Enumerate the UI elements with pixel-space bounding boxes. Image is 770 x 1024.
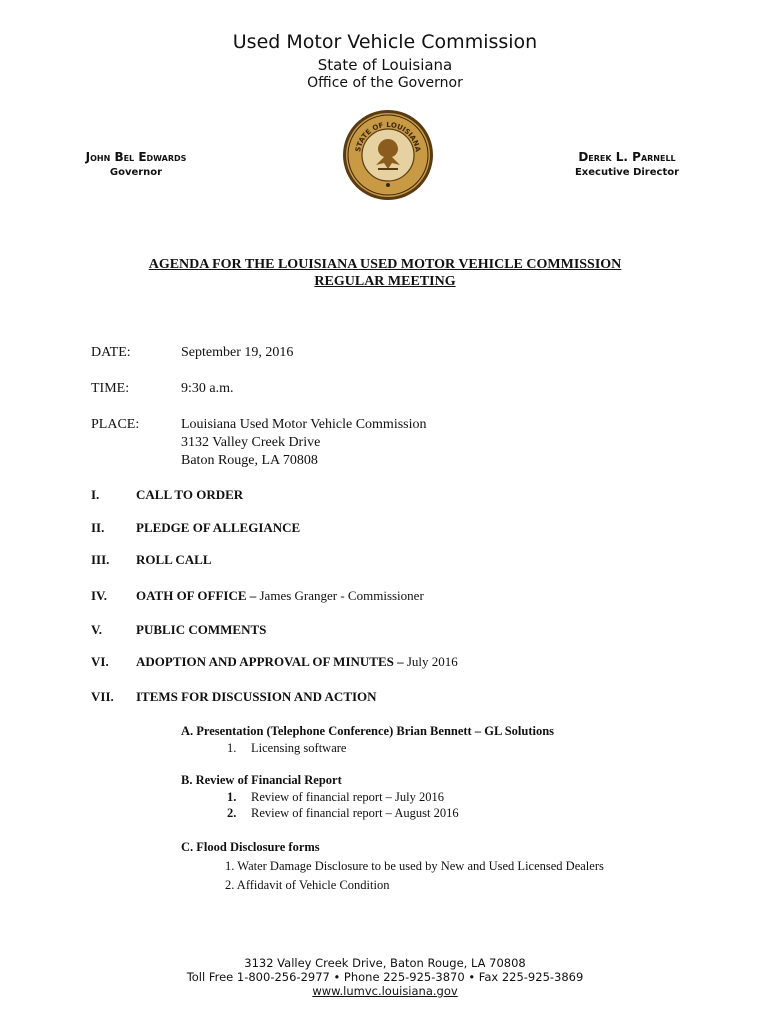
item-text — [136, 588, 424, 604]
item-number: IV. — [91, 588, 108, 603]
point-number: 1. — [227, 790, 237, 804]
subitem-point — [225, 858, 604, 874]
item-number: I. — [91, 487, 100, 502]
item-number: II. — [91, 520, 105, 535]
footer-address: 3132 Valley Creek Drive, Baton Rouge, LA 70808 — [244, 956, 526, 970]
director-name: Derek L. Parnell — [578, 150, 676, 164]
seal-text: STATE OF LOUISIANA — [354, 120, 422, 153]
item-title: CALL TO ORDER — [136, 487, 244, 502]
item-text — [136, 654, 458, 670]
date-value: September 19, 2016 — [181, 345, 294, 360]
item-title: ITEMS FOR DISCUSSION AND ACTION — [136, 689, 377, 704]
director-block — [565, 150, 689, 180]
subitem-point — [227, 789, 444, 805]
item-number: VI. — [91, 654, 109, 669]
subitem-a — [181, 723, 554, 739]
point-text: Licensing software — [251, 741, 347, 755]
item-number: III. — [91, 552, 110, 567]
footer-phones: Toll Free 1-800-256-2977 • Phone 225-925-3870 • Fax 225-925-3869 — [186, 970, 584, 984]
place-value — [181, 416, 581, 470]
item-title: ADOPTION AND APPROVAL OF MINUTES – — [136, 654, 404, 669]
place-label: PLACE: — [91, 417, 140, 432]
subitem-title: B. Review of Financial Report — [181, 773, 342, 787]
item-title: ROLL CALL — [136, 552, 212, 567]
point-text: Review of financial report – August 2016 — [251, 806, 459, 820]
subitem-point — [227, 740, 346, 756]
director-role: Executive Director — [574, 167, 680, 178]
time-value: 9:30 a.m. — [181, 381, 234, 396]
agenda-title — [0, 256, 770, 290]
governor-block — [74, 150, 198, 180]
footer-website-link[interactable]: www.lumvc.louisiana.gov — [312, 984, 458, 998]
subitem-point — [227, 805, 459, 821]
governor-role: Governor — [109, 167, 163, 178]
agenda-title-line2: REGULAR MEETING — [314, 274, 456, 289]
point-number: 2. — [227, 806, 237, 820]
point-number: 1. — [227, 741, 237, 755]
state-name: State of Louisiana — [317, 56, 453, 74]
subitem-title: A. Presentation (Telephone Conference) Brian Bennett – GL Solutions — [181, 724, 555, 738]
point-text: 1. Water Damage Disclosure to be used by New and Used Licensed Dealers — [225, 859, 604, 873]
office-name: Office of the Governor — [307, 75, 463, 91]
subitem-point — [225, 877, 389, 893]
place-line1: Louisiana Used Motor Vehicle Commission — [181, 417, 427, 432]
item-detail: James Granger - Commissioner — [259, 588, 424, 603]
commission-title: Used Motor Vehicle Commission — [232, 31, 538, 53]
point-text: Review of financial report – July 2016 — [251, 790, 445, 804]
time-label: TIME: — [91, 381, 130, 396]
point-text: 2. Affidavit of Vehicle Condition — [225, 878, 390, 892]
item-title: PUBLIC COMMENTS — [136, 622, 267, 637]
item-detail: July 2016 — [406, 654, 458, 669]
item-number: VII. — [91, 689, 114, 704]
state-seal-icon — [342, 109, 434, 201]
subitem-title: C. Flood Disclosure forms — [181, 840, 320, 854]
agenda-title-line1: AGENDA FOR THE LOUISIANA USED MOTOR VEHICLE COMMISSION — [148, 257, 622, 272]
place-line2: 3132 Valley Creek Drive — [181, 435, 321, 450]
place-line3: Baton Rouge, LA 70808 — [181, 453, 318, 468]
governor-name: John Bel Edwards — [85, 150, 187, 164]
item-title: OATH OF OFFICE – — [136, 588, 257, 603]
item-title: PLEDGE OF ALLEGIANCE — [136, 520, 301, 535]
date-label: DATE: — [91, 345, 131, 360]
subitem-b — [181, 772, 342, 788]
subitem-c — [181, 839, 320, 855]
item-number: V. — [91, 622, 102, 637]
